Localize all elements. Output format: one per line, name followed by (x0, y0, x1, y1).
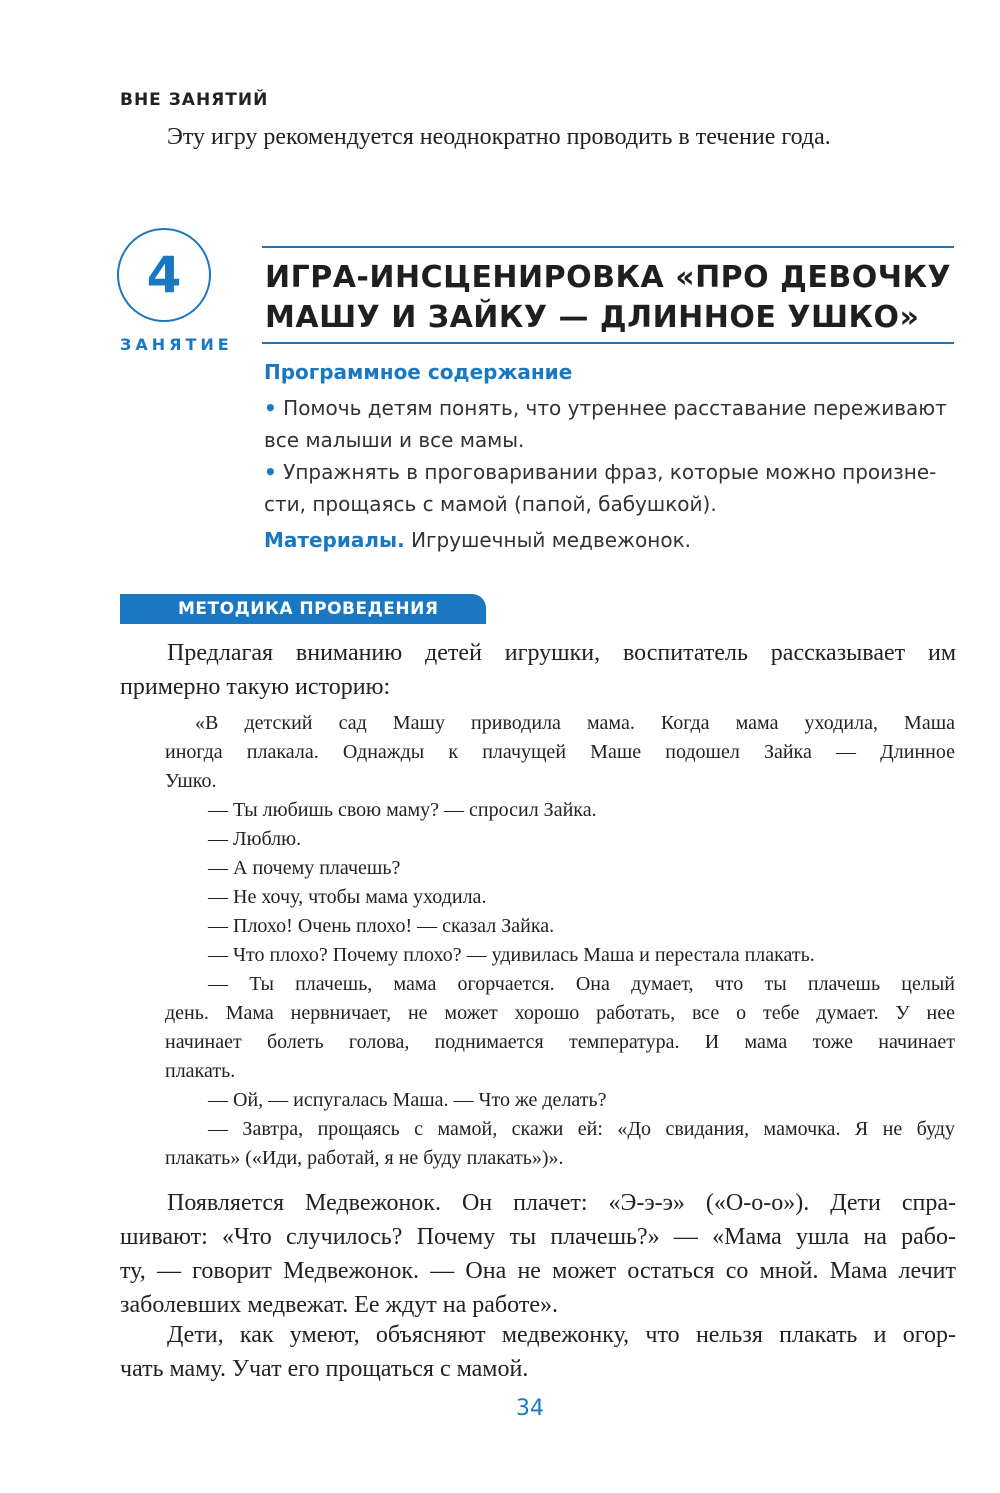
story-line: — Ой, — испугалась Маша. — Что же делать? (208, 1089, 607, 1111)
bullet-dot-icon: • (264, 396, 277, 420)
program-heading: Программное содержание (264, 360, 573, 384)
story-line: — Завтра, прощаясь с мамой, скажи ей: «До свидания, мамочка. Я не буду (208, 1118, 955, 1140)
bullet-text: Помочь детям понять, что утреннее расставание переживают (283, 396, 947, 420)
paragraph-line: Дети, как умеют, объясняют медвежонку, что нельзя плакать и огор- (167, 1322, 956, 1348)
paragraph-line: шивают: «Что случилось? Почему ты плачешь?» — «Мама ушла на рабо- (120, 1224, 956, 1250)
paragraph-children (120, 1318, 956, 1386)
lesson-number: 4 (146, 246, 182, 304)
paragraph-line: заболевших медвежат. Ее ждут на работе». (120, 1292, 558, 1318)
lesson-title (265, 258, 965, 338)
story-line: — Плохо! Очень плохо! — сказал Зайка. (208, 915, 555, 937)
story-line: — Ты плачешь, мама огорчается. Она думает, что ты плачешь целый (208, 973, 955, 995)
intro-text: Эту игру рекомендуется неоднократно проводить в течение года. (167, 124, 831, 150)
story-line: начинает болеть голова, поднимается температура. И мама тоже начинает (165, 1031, 955, 1053)
story-block (165, 712, 955, 1172)
materials (264, 528, 691, 552)
story-line: «В детский сад Машу приводила мама. Когда мама уходила, Маша (195, 712, 955, 734)
story-line: плакать. (165, 1060, 236, 1082)
intro-paragraph (120, 636, 956, 704)
paragraph-line: примерно такую историю: (120, 674, 391, 700)
materials-text: Игрушечный медвежонок. (411, 528, 692, 552)
title-bottom-rule (262, 342, 954, 344)
paragraph-line: чать маму. Учат его прощаться с мамой. (120, 1356, 529, 1382)
story-line: — Что плохо? Почему плохо? — удивилась Маша и перестала плакать. (208, 944, 815, 966)
story-line: — Не хочу, чтобы мама уходила. (208, 886, 487, 908)
title-top-rule (262, 246, 954, 248)
paragraph-line: ту, — говорит Медвежонок. — Она не может остаться со мной. Мама лечит (120, 1258, 956, 1284)
story-line: день. Мама нервничает, не может хорошо работать, все о тебе думает. У нее (165, 1002, 955, 1024)
lesson-title-line: ИГРА-ИНСЦЕНИРОВКА «ПРО ДЕВОЧКУ (265, 260, 952, 295)
story-line: Ушко. (165, 770, 217, 792)
paragraph-line: Появляется Медвежонок. Он плачет: «Э-э-э» («О-о-о»). Дети спра- (167, 1190, 956, 1216)
story-line: — Люблю. (208, 828, 302, 850)
story-line: — А почему плачешь? (208, 857, 401, 879)
lesson-number-badge (117, 228, 211, 322)
paragraph-bear (120, 1186, 956, 1322)
program-bullet (264, 392, 964, 456)
lesson-title-line: МАШУ И ЗАЙКУ — ДЛИННОЕ УШКО» (265, 300, 920, 335)
lesson-label: ЗАНЯТИЕ (120, 335, 233, 354)
program-bullet (264, 456, 964, 520)
bullet-dot-icon: • (264, 460, 277, 484)
bullet-text: все малыши и все мамы. (264, 428, 525, 452)
page-number: 34 (516, 1396, 544, 1421)
materials-label: Материалы. (264, 528, 405, 552)
section-label: ВНЕ ЗАНЯТИЙ (120, 90, 269, 110)
story-line: — Ты любишь свою маму? — спросил Зайка. (208, 799, 597, 821)
paragraph-line: Предлагая вниманию детей игрушки, воспитатель рассказывает им (167, 640, 956, 666)
bullet-text: Упражнять в проговаривании фраз, которые можно произне- (283, 460, 937, 484)
story-line: иногда плакала. Однажды к плачущей Маше подошел Зайка — Длинное (165, 741, 955, 763)
bullet-text: сти, прощаясь с мамой (папой, бабушкой). (264, 492, 717, 516)
story-line: плакать» («Иди, работай, я не буду плакать»)». (165, 1147, 564, 1169)
methodology-heading-bar: МЕТОДИКА ПРОВЕДЕНИЯ (120, 594, 486, 624)
